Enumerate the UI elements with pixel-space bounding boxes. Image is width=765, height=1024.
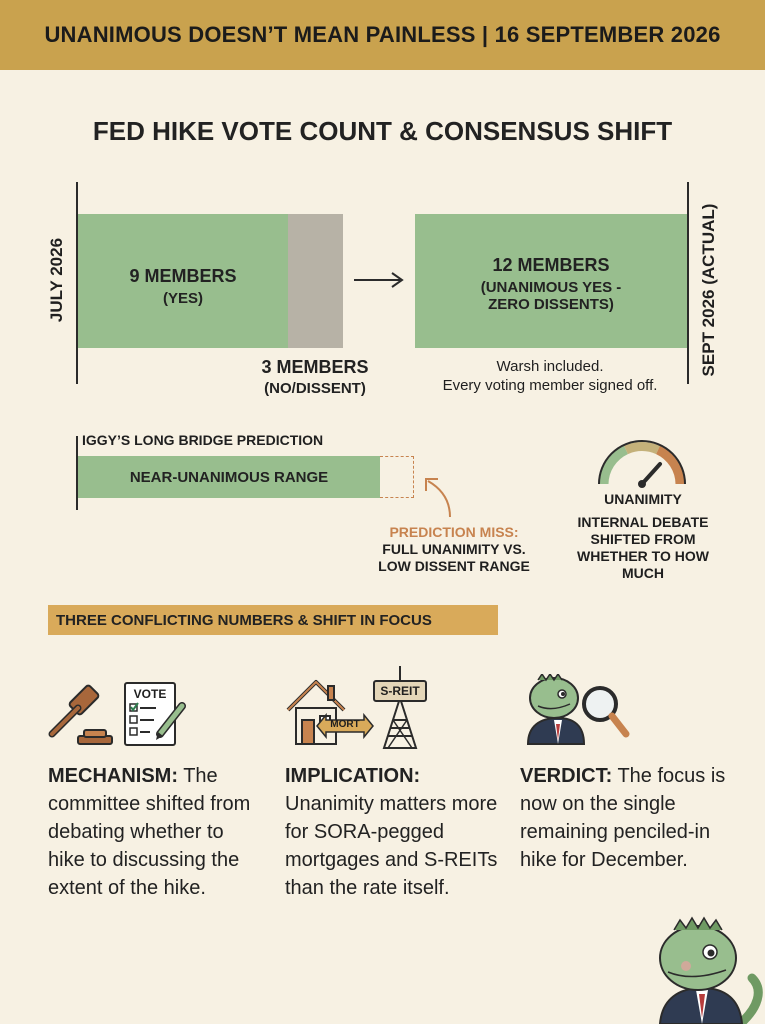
pencil-icon (152, 702, 188, 742)
banner-title: UNANIMOUS DOESN’T MEAN PAINLESS | 16 SEPTEMBER 2026 (44, 22, 721, 47)
implication-heading: IMPLICATION: (285, 765, 421, 787)
sept-note (405, 357, 695, 395)
july-no-bar (288, 214, 343, 348)
gauge-line1: INTERNAL DEBATE (577, 514, 709, 530)
mortgage-label: MORT (330, 719, 360, 730)
prediction-miss-title: PREDICTION MISS: (389, 524, 519, 540)
gauge-title: UNANIMITY (604, 491, 682, 507)
sreit-sign: S-REIT (373, 680, 427, 702)
mechanism-heading: MECHANISM: (48, 765, 178, 787)
july-yes-sub: (YES) (162, 290, 203, 307)
sept-note-line1: Warsh included. (496, 358, 604, 375)
gauge-caption (556, 491, 730, 582)
sept-yes-text (415, 255, 687, 313)
vote-ballot-label: VOTE (133, 687, 167, 701)
sreit-tower-icon (374, 664, 430, 750)
verdict-heading: VERDICT: (520, 765, 613, 787)
implication-body: Unanimity matters more for SORA-pegged mortgages and S-REITs than the rate itself. (285, 793, 498, 899)
july-yes-label: 9 MEMBERS (129, 266, 237, 286)
mechanism-column (48, 762, 258, 902)
prediction-miss (362, 524, 546, 575)
sept-yes-sub2: ZERO DISSENTS) (488, 296, 614, 313)
sept-yes-label: 12 MEMBERS (492, 255, 610, 275)
verdict-body: The focus is now on the single remaining penciled-in hike for December. (520, 765, 726, 871)
right-arrow-icon (352, 270, 408, 290)
prediction-miss-line1: FULL UNANIMITY VS. (382, 541, 526, 557)
section-label: THREE CONFLICTING NUMBERS & SHIFT IN FOCUS (48, 605, 498, 635)
july-no-sub: (NO/DISSENT) (264, 380, 366, 397)
curved-arrow-icon (418, 475, 458, 519)
gavel-icon (46, 680, 118, 750)
near-unanimous-label: NEAR-UNANIMOUS RANGE (129, 469, 329, 486)
sept-note-line2: Every voting member signed off. (442, 377, 658, 394)
prediction-gap-box (380, 456, 414, 498)
unanimity-gauge-icon (596, 440, 688, 490)
iguana-mascot-icon (640, 912, 765, 1024)
right-axis-line (687, 182, 689, 384)
prediction-title: IGGY’S LONG BRIDGE PREDICTION (82, 432, 324, 448)
header-banner (0, 0, 765, 70)
july-axis-label: JULY 2026 (47, 237, 66, 323)
july-yes-text (78, 266, 288, 307)
verdict-column (520, 762, 735, 874)
page-title: FED HIKE VOTE COUNT & CONSENSUS SHIFT (92, 116, 673, 146)
gauge-line2: SHIFTED FROM (590, 531, 696, 547)
mechanism-body: The committee shifted from debating whether to hike to discussing the extent of the hike. (48, 765, 251, 899)
gauge-line3: WHETHER TO HOW (577, 548, 709, 564)
implication-column (285, 762, 510, 902)
july-no-text (240, 357, 390, 397)
sept-axis-label: SEPT 2026 (ACTUAL) (699, 203, 718, 377)
sept-yes-sub1: (UNANIMOUS YES - (480, 279, 622, 296)
iguana-magnifier-icon (518, 674, 630, 750)
july-no-label: 3 MEMBERS (261, 357, 369, 377)
gauge-line4: MUCH (622, 565, 664, 581)
prediction-miss-line2: LOW DISSENT RANGE (378, 558, 530, 574)
